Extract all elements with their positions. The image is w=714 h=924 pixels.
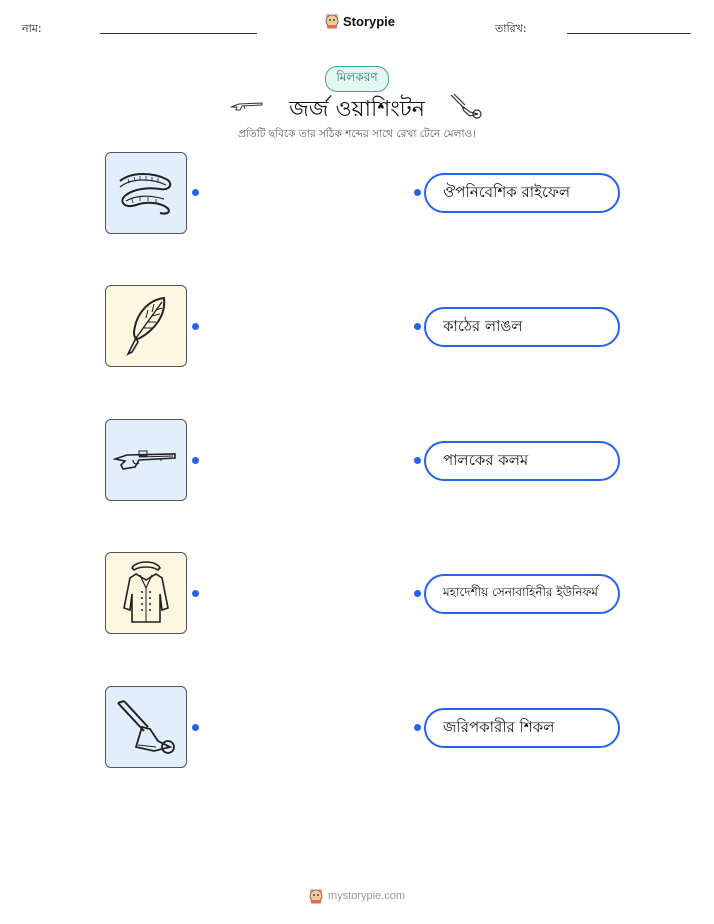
footer-site: mystorypie.com: [327, 890, 406, 902]
date-field[interactable]: [567, 33, 691, 34]
name-field[interactable]: [100, 33, 257, 34]
word-option-4[interactable]: মহাদেশীয় সেনাবাহিনীর ইউনিফর্ম: [424, 574, 620, 614]
worksheet-title: জর্জ ওয়াশিংটন: [289, 97, 425, 122]
picture-connector-dot-1[interactable]: [192, 189, 199, 196]
word-connector-dot-1[interactable]: [414, 189, 421, 196]
colonial-uniform-icon: [118, 558, 174, 628]
picture-connector-dot-3[interactable]: [192, 457, 199, 464]
brand-logo: [325, 13, 395, 29]
musket-icon: [113, 445, 179, 475]
picture-connector-dot-2[interactable]: [192, 323, 199, 330]
picture-card-4[interactable]: [105, 552, 187, 634]
word-connector-dot-5[interactable]: [414, 724, 421, 731]
picture-card-1[interactable]: [105, 152, 187, 234]
measuring-tape-icon: [114, 169, 178, 217]
word-connector-dot-4[interactable]: [414, 590, 421, 597]
word-option-5[interactable]: জরিপকারীর শিকল: [424, 708, 620, 748]
picture-card-2[interactable]: [105, 285, 187, 367]
word-connector-dot-3[interactable]: [414, 457, 421, 464]
quill-pen-icon: [118, 294, 174, 358]
plow-icon: [114, 697, 178, 757]
storypie-footer-mascot-icon: [309, 888, 323, 904]
brand-name: Storypie: [343, 13, 396, 29]
instruction-text: প্রতিটি ছবিকে তার সঠিক শব্দের সাথে রেখা টেনে মেলাও।: [238, 128, 476, 140]
matching-badge: মিলকরণ: [325, 66, 389, 92]
picture-connector-dot-4[interactable]: [192, 590, 199, 597]
word-option-3[interactable]: পালকের কলম: [424, 441, 620, 481]
word-option-1[interactable]: ঔপনিবেশিক রাইফেল: [424, 173, 620, 213]
date-label: তারিখ:: [495, 22, 527, 35]
word-option-2[interactable]: কাঠের লাঙল: [424, 307, 620, 347]
storypie-mascot-icon: [325, 13, 339, 29]
picture-card-5[interactable]: [105, 686, 187, 768]
picture-connector-dot-5[interactable]: [192, 724, 199, 731]
picture-card-3[interactable]: [105, 419, 187, 501]
plow-title-icon: [448, 92, 484, 120]
word-connector-dot-2[interactable]: [414, 323, 421, 330]
footer: [0, 888, 714, 904]
name-label: নাম:: [22, 22, 42, 35]
